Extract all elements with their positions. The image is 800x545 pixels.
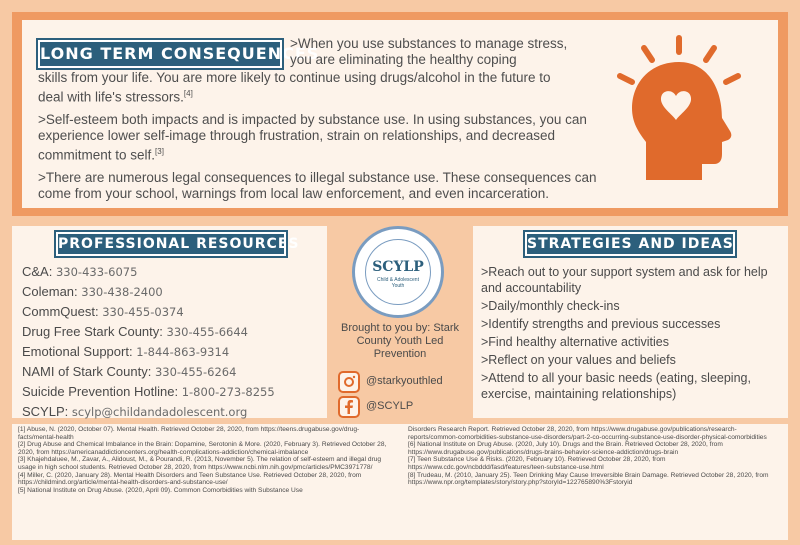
reference-item: [7] Teen Substance Use & Risks. (2020, February 10). Retrieved October 28, 2020, from https://www.cdc.gov/ncbddd/fasd/features/teen-substance-use.html [408, 456, 666, 471]
long-term-consequences-heading: LONG TERM CONSEQUENCES [38, 40, 282, 68]
professional-resources-panel [12, 226, 327, 418]
instagram-icon [338, 371, 360, 393]
long-term-consequences-card [22, 20, 778, 208]
instagram-handle: @starkyouthled [366, 375, 443, 387]
resource-phone[interactable]: 330-455-6264 [154, 365, 237, 379]
strategies-panel [473, 226, 788, 418]
resource-phone[interactable]: 1-800-273-8255 [181, 385, 275, 399]
brought-by-text: Brought to you by: Stark County Youth Led Prevention [340, 322, 459, 360]
strategy-item: >Daily/monthly check-ins [481, 299, 620, 313]
strategies-heading: STRATEGIES AND IDEAS [525, 232, 735, 256]
facebook-link[interactable] [338, 396, 468, 418]
consequence-paragraph-1-lead: >When you use substances to manage stress, you are eliminating the healthy coping [290, 36, 568, 67]
resource-row [22, 402, 327, 422]
resource-phone[interactable]: 1-844-863-9314 [136, 345, 230, 359]
resource-phone[interactable]: 330-433-6075 [55, 265, 138, 279]
resource-label: Emotional Support: [22, 344, 133, 359]
resource-row [22, 362, 327, 382]
consequence-paragraph-3: >There are numerous legal consequences to illegal substance use. These consequences can come from your school, warnings from local law enforcement, and even incarceration. [38, 170, 597, 201]
resource-label: Suicide Prevention Hotline: [22, 384, 179, 399]
strategy-item: >Find healthy alternative activities [481, 335, 669, 349]
head-heart-idea-icon [614, 34, 744, 184]
strategy-item: >Reflect on your values and beliefs [481, 353, 676, 367]
logo-subtitle: Child & Adolescent Youth [377, 277, 419, 289]
consequence-paragraph-1 [38, 70, 578, 106]
instagram-link[interactable] [338, 371, 468, 393]
citation-3: [3] [155, 147, 164, 156]
reference-item: [5] National Institute on Drug Abuse. (2020, April 09). Common Comorbidities with Substance Use [18, 486, 303, 494]
strategy-item: >Reach out to your support system and ask for help and accountability [481, 265, 768, 295]
resource-label: Drug Free Stark County: [22, 324, 163, 339]
resource-label: SCYLP: [22, 404, 69, 419]
strategy-item: >Attend to all your basic needs (eating, sleeping, exercise, maintaining relationships) [481, 371, 751, 401]
facebook-icon [338, 396, 360, 418]
resource-phone[interactable]: 330-455-0374 [102, 305, 184, 319]
resource-row [22, 262, 327, 282]
resource-label: NAMI of Stark County: [22, 364, 152, 379]
scylp-logo [352, 226, 444, 318]
resource-label: Coleman: [22, 284, 78, 299]
reference-item: [8] Trudeau, M. (2010, January 25). Teen Drinking May Cause Irreversible Brain Damage. Retrieved October 28, 2020, from https://www.npr.org/templates/story/story.php?storyId=122765890%3Fstoryid [408, 471, 769, 487]
facebook-glyph [340, 398, 358, 416]
facebook-handle: @SCYLP [366, 400, 414, 412]
reference-item: [1] Abuse, N. (2020, October 07). Mental Health. Retrieved October 28, 2020, from https://teens.drugabuse.gov/drug-facts/mental-health [18, 426, 360, 441]
strategy-item: >Identify strengths and previous successes [481, 317, 721, 331]
resource-label: C&A: [22, 264, 53, 279]
resource-row [22, 322, 327, 342]
resource-row [22, 302, 327, 322]
resource-row [22, 342, 327, 362]
reference-item: [6] National Institute on Drug Abuse. (2020, July 10). Drugs and the Brain. Retrieved October 28, 2020, from https://www.drugabuse.gov/publications/drugs-brains-behavior-science-addiction/drugs-brain [408, 441, 723, 456]
reference-item: [4] Miller, C. (2020, January 28). Mental Health Disorders and Teen Substance Use. Retrieved October 28, 2020, from https://childmind.org/article/mental-health-disorders-and-substance-use/ [18, 471, 362, 487]
reference-item: Disorders Research Report. Retrieved October 28, 2020, from https://www.drugabuse.gov/publications/research-reports/common-comorbidities-substance-use-disorders/part-2-co-occurring-substance-use-disorder-physical-comorbidities [408, 426, 767, 441]
resources-list [22, 262, 327, 422]
professional-resources-heading: PROFESSIONAL RESOURCES [56, 232, 286, 256]
resource-row [22, 282, 327, 302]
instagram-glyph [340, 373, 358, 391]
consequence-paragraph-2 [38, 112, 598, 164]
resource-label: CommQuest: [22, 304, 99, 319]
logo-title: SCYLP [372, 259, 424, 275]
references-column-left [18, 426, 396, 494]
long-term-consequences-panel [12, 12, 788, 216]
citation-4: [4] [183, 89, 193, 98]
reference-item: [2] Drug Abuse and Chemical Imbalance in the Brain: Dopamine, Serotonin & More. (2020, February 3). Retrieved October 28, 2020, from https://americanaddictioncenters.org/health-complications-addiction/chemical-imbalance [18, 441, 387, 456]
resource-email-link[interactable]: scylp@childandadolescent.org [71, 405, 248, 419]
resource-phone[interactable]: 330-455-6644 [166, 325, 248, 339]
resource-phone[interactable]: 330-438-2400 [81, 285, 163, 299]
references-column-right [408, 426, 786, 487]
organization-column [330, 224, 470, 420]
resource-row [22, 382, 327, 402]
reference-item: [3] Khajehdaluee, M., Zavar, A., Alidoust, M., & Pourandi, R. (2013, November 5). The relation of self-esteem and illegal drug usage in high school students. Retrieved October 28, 2020, from https://www.ncbi.nlm.nih.gov/pmc/articles/PMC3971778/ [18, 456, 382, 471]
consequence-paragraph-2-text: >Self-esteem both impacts and is impacted by substance use. In using substances, you can experience lower self-image through frustration, strain on relationships, and decreased commitment to self. [38, 112, 587, 163]
strategies-list [481, 264, 786, 404]
consequence-paragraph-1-text: skills from your life. You are more likely to continue using drugs/alcohol in the future to deal with life's stressors. [38, 70, 551, 105]
references-section [12, 424, 788, 540]
